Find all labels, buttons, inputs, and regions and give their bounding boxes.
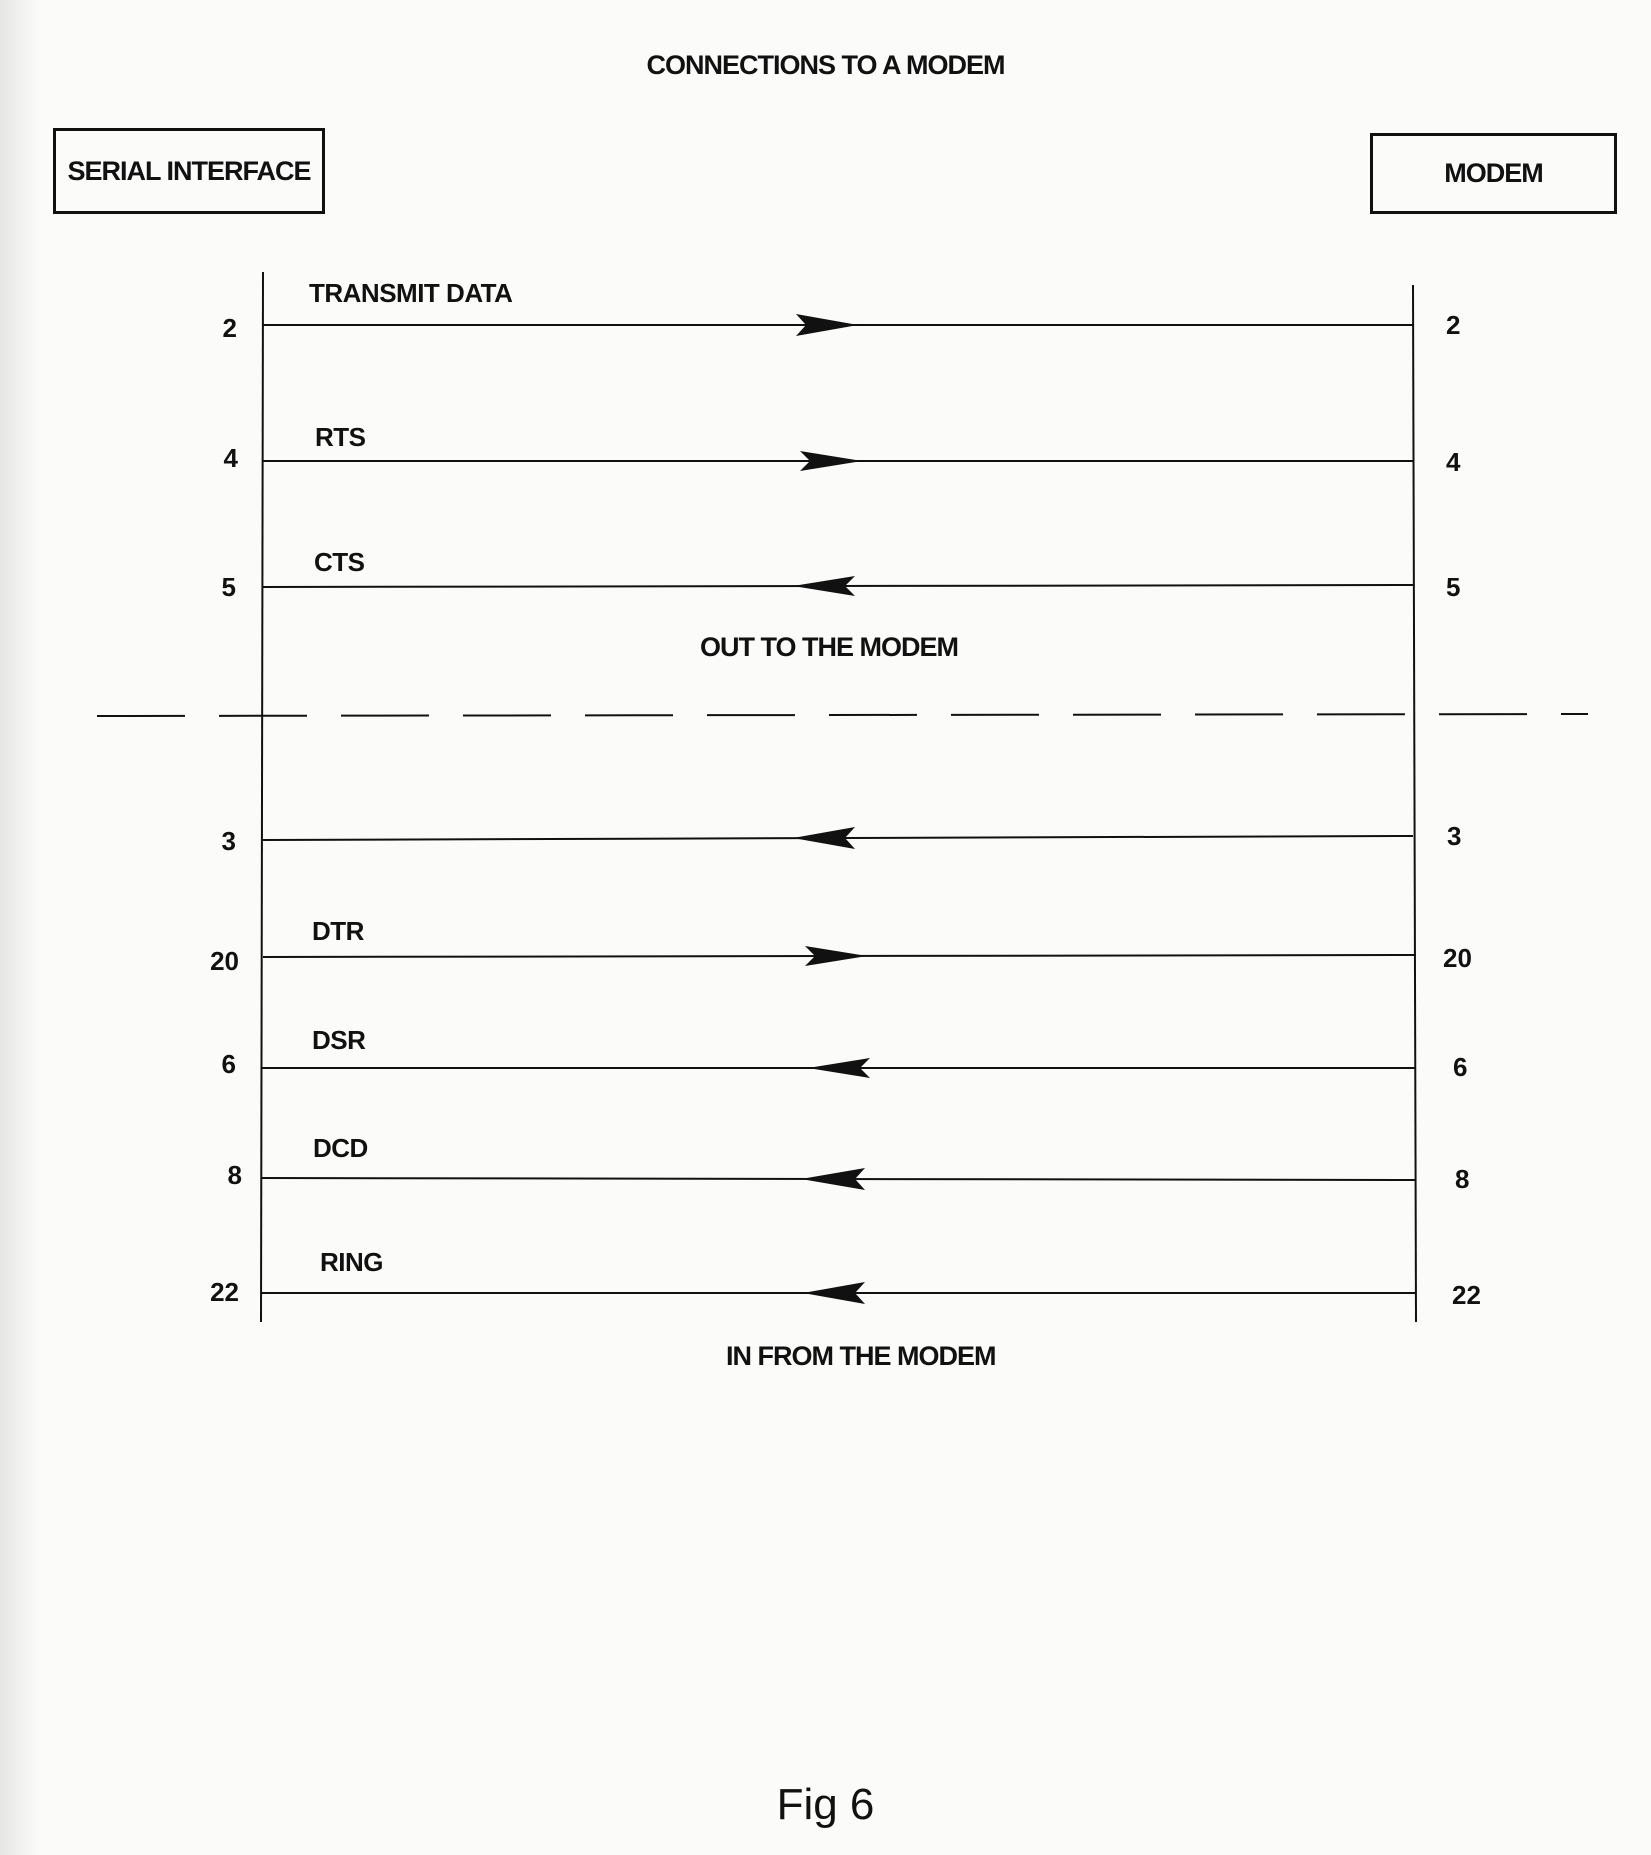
- signal-line-4: [263, 946, 1416, 966]
- signal-label-transmit-data: TRANSMIT DATA: [309, 278, 513, 308]
- left-pin-2: 2: [222, 313, 237, 343]
- section-divider: [97, 714, 1588, 716]
- right-pin-4: 4: [1446, 447, 1461, 477]
- figure-caption: Fig 6: [776, 1780, 875, 1829]
- left-pin-6: 6: [221, 1049, 236, 1079]
- interface-vertical-line: [261, 272, 263, 1322]
- signal-label-cts: CTS: [314, 547, 365, 577]
- out-to-modem-label: OUT TO THE MODEM: [700, 632, 958, 662]
- modem-label: MODEM: [1444, 158, 1543, 188]
- signal-label-rts: RTS: [315, 422, 366, 452]
- signal-line-2: [263, 576, 1413, 596]
- signal-line-6: [261, 1168, 1416, 1190]
- signal-label-dtr: DTR: [312, 916, 364, 946]
- signal-line-5: [261, 1058, 1416, 1078]
- right-pin-2: 2: [1446, 310, 1461, 340]
- signal-label-dsr: DSR: [312, 1025, 366, 1055]
- right-pin-8: 8: [1455, 1164, 1470, 1194]
- diagram-title: CONNECTIONS TO A MODEM: [646, 50, 1005, 80]
- modem-vertical-line: [1413, 285, 1416, 1322]
- signal-label-ring: RING: [320, 1247, 383, 1277]
- left-pin-20: 20: [210, 946, 239, 976]
- left-pin-8: 8: [227, 1160, 242, 1190]
- signal-label-dcd: DCD: [313, 1133, 368, 1163]
- in-from-modem-label: IN FROM THE MODEM: [726, 1341, 996, 1371]
- right-pin-6: 6: [1453, 1052, 1468, 1082]
- left-pin-4: 4: [223, 443, 238, 473]
- signal-line-1: [263, 451, 1413, 471]
- left-pin-3: 3: [221, 826, 236, 856]
- right-pin-22: 22: [1452, 1280, 1481, 1310]
- right-pin-3: 3: [1447, 821, 1462, 851]
- right-pin-5: 5: [1446, 572, 1461, 602]
- signal-line-7: [261, 1282, 1416, 1304]
- serial-interface-label: SERIAL INTERFACE: [67, 155, 311, 186]
- signal-line-3: [263, 827, 1413, 849]
- left-pin-5: 5: [221, 572, 236, 602]
- signal-line-0: [263, 314, 1413, 336]
- right-pin-20: 20: [1443, 943, 1472, 973]
- left-pin-22: 22: [210, 1277, 239, 1307]
